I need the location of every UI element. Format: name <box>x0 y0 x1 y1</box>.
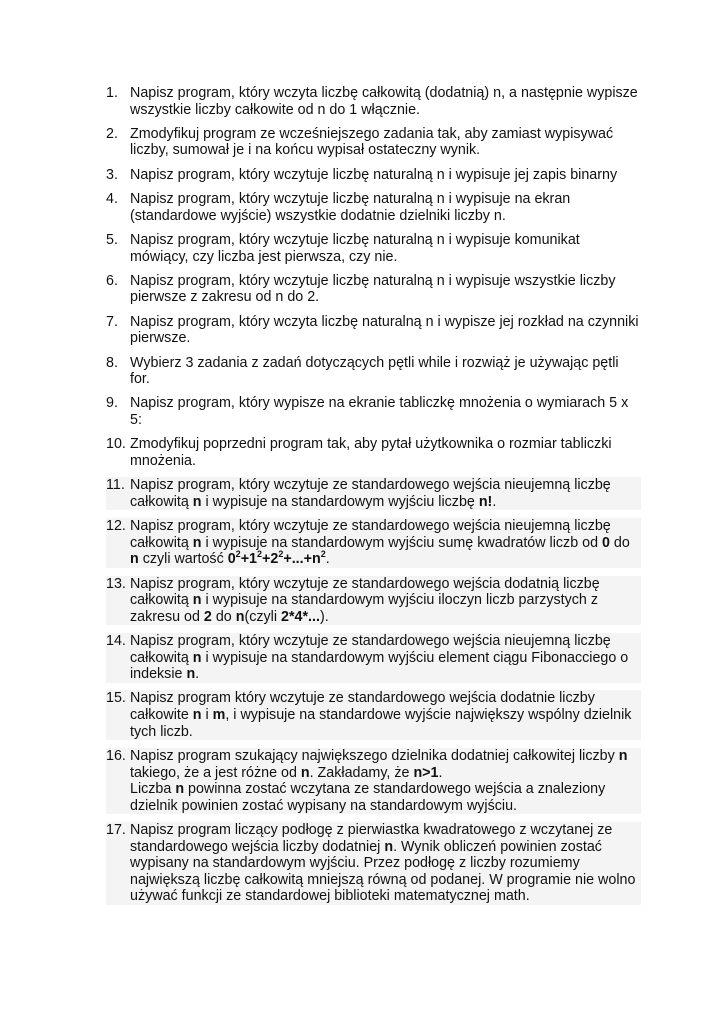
item-line <box>130 748 641 781</box>
item-text <box>130 576 641 626</box>
item-text: Napisz program, który wczytuje liczbę naturalną n i wypisuje jej zapis binarny <box>130 166 618 183</box>
text-segment: Napisz program, który wczytuje ze standardowego wejścia nieujemną liczbę całkowitą <box>130 518 611 551</box>
item-text <box>130 518 641 568</box>
bold-text: +2 <box>262 551 279 568</box>
list-item <box>106 273 641 306</box>
bold-text: n <box>192 592 202 609</box>
item-text <box>130 748 641 814</box>
list-item <box>106 748 641 814</box>
bold-text: n>1 <box>413 764 439 781</box>
text-segment: i wypisuje na standardowym wyjściu sumę kwadratów liczb od <box>201 534 602 551</box>
item-text: Napisz program, który wczytuje liczbę naturalną n i wypisuje komunikat mówiący, czy liczba jest pierwsza, czy nie. <box>130 231 580 265</box>
item-number: 14. <box>106 632 126 649</box>
text-segment: czyli wartość <box>138 551 228 568</box>
item-text: Napisz program, który wczyta liczbę całkowitą (dodatnią) n, a następnie wypisze wszystkie liczby całkowite od n do 1 włącznie. <box>130 85 638 118</box>
item-number: 17. <box>106 821 126 838</box>
text-segment: . Zakładamy, że <box>309 764 414 781</box>
bold-text: n <box>235 608 245 625</box>
text-segment: Napisz program, który wczytuje ze standardowego wejścia dodatnią liczbę całkowitą <box>130 575 600 609</box>
list-item <box>106 690 641 740</box>
list-item <box>106 633 641 683</box>
superscript: 2 <box>257 549 263 560</box>
text-segment: Napisz program liczący podłogę z pierwiastka kwadratowego z wczytanej ze standardowego wejścia liczby dodatniej <box>130 821 613 855</box>
superscript: 2 <box>320 549 326 560</box>
item-number: 11. <box>106 477 125 494</box>
item-text: Napisz program, który wczytuje liczbę naturalną n i wypisuje na ekran (standardowe wyjście) wszystkie dodatnie dzielniki liczby n. <box>130 191 571 224</box>
list-item <box>106 85 641 118</box>
list-item <box>106 314 641 347</box>
item-text: Napisz program, który wczytuje liczbę naturalną n i wypisuje wszystkie liczby pierwsze z zakresu od n do 2. <box>130 272 616 306</box>
item-number: 2. <box>106 125 118 142</box>
list-item <box>106 518 641 568</box>
text-segment: . <box>195 666 200 683</box>
text-segment: (czyli <box>244 608 281 625</box>
text-segment: powinna zostać wczytana ze standardowego wejścia a znaleziony dzielnik powinien zostać wypisany na standardowym wyjściu. <box>130 781 606 814</box>
item-number: 12. <box>106 518 126 535</box>
item-number: 7. <box>106 313 118 330</box>
bold-text: n <box>300 764 310 781</box>
list-item <box>106 477 641 510</box>
text-segment: . <box>438 764 443 781</box>
text-segment: . <box>325 551 330 568</box>
bold-text: n <box>192 534 202 551</box>
item-number: 8. <box>106 354 118 371</box>
bold-text: 2 <box>203 608 212 625</box>
item-text <box>130 690 641 740</box>
superscript: 2 <box>278 549 284 560</box>
list-item <box>106 436 641 469</box>
bold-text: n <box>186 666 196 683</box>
item-text: Zmodyfikuj program ze wcześniejszego zadania tak, aby zamiast wypisywać liczby, sumował je i na końcu wypisał ostateczny wynik. <box>130 125 614 159</box>
list-item <box>106 822 641 905</box>
item-number: 6. <box>106 272 118 289</box>
item-text: Napisz program, który wypisze na ekranie tabliczkę mnożenia o wymiarach 5 x 5: <box>130 395 629 428</box>
item-text <box>130 633 641 683</box>
bold-text: n <box>175 781 185 798</box>
item-text: Zmodyfikuj poprzedni program tak, aby pytał użytkownika o rozmiar tabliczki mnożenia. <box>130 436 612 469</box>
bold-text: n <box>192 707 202 724</box>
text-segment: do <box>609 534 630 551</box>
item-text: Wybierz 3 zadania z zadań dotyczących pętli while i rozwiąż je używając pętli for. <box>130 354 619 388</box>
bold-text: n <box>130 551 139 568</box>
item-number: 16. <box>106 747 126 764</box>
text-segment: . <box>492 493 497 510</box>
text-segment: Liczba <box>130 781 176 798</box>
text-segment: Napisz program, który wczytuje ze standardowego wejścia nieujemną liczbę całkowitą <box>130 632 611 666</box>
text-segment: i <box>201 707 213 724</box>
bold-text: 0 <box>602 534 610 551</box>
list-item <box>106 232 641 265</box>
item-number: 9. <box>106 395 118 412</box>
list-item <box>106 355 641 388</box>
bold-text: n! <box>478 493 493 510</box>
text-segment: Napisz program który wczytuje ze standardowego wejścia dodatnie liczby całkowite <box>130 690 595 724</box>
item-number: 15. <box>106 690 126 707</box>
bold-text: n <box>384 838 394 855</box>
list-item <box>106 191 641 224</box>
list-item <box>106 126 641 159</box>
text-segment: do <box>211 608 236 625</box>
list-item <box>106 395 641 428</box>
text-segment: i wypisuje na standardowym wyjściu element ciągu Fibonacciego o indeksie <box>130 649 629 683</box>
list-item <box>106 576 641 626</box>
text-segment: Napisz program, który wczytuje ze standardowego wejścia nieujemną liczbę całkowitą <box>130 477 611 510</box>
task-list <box>106 85 641 913</box>
bold-text: +...+n <box>283 551 321 568</box>
bold-text: m <box>212 707 226 724</box>
bold-text: +1 <box>240 551 257 568</box>
item-number: 3. <box>106 166 118 183</box>
bold-text: n <box>192 493 202 510</box>
text-segment: Napisz program szukający największego dzielnika dodatniej całkowitej liczby <box>130 747 619 764</box>
item-number: 4. <box>106 191 118 208</box>
item-text <box>130 822 641 905</box>
text-segment: ). <box>319 608 329 625</box>
text-segment: i wypisuje na standardowym wyjściu iloczyn liczb parzystych z zakresu od <box>130 592 598 625</box>
item-text <box>130 477 641 510</box>
item-text: Napisz program, który wczyta liczbę naturalną n i wypisze jej rozkład na czynniki pierwsze. <box>130 313 639 347</box>
text-segment: . Wynik obliczeń powinien zostać wypisany na standardowym wyjściu. Przez podłogę z liczby rozumiemy największą liczbę całkowitą mniejszą równą od podanej. W programie nie wolno używać funkcji ze standardowej biblioteki matematycznej math. <box>130 838 636 905</box>
item-line <box>130 781 641 814</box>
bold-text: n <box>192 649 202 666</box>
bold-text: 2*4*... <box>281 608 320 625</box>
bold-text: n <box>618 747 628 764</box>
text-segment: takiego, że a jest różne od <box>130 764 301 781</box>
superscript: 2 <box>235 549 241 560</box>
item-number: 13. <box>106 575 126 592</box>
item-number: 5. <box>106 231 118 248</box>
text-segment: i wypisuje na standardowym wyjściu liczbę <box>201 493 479 510</box>
list-item <box>106 167 641 184</box>
text-segment: , i wypisuje na standardowe wyjście największy wspólny dzielnik tych liczb. <box>130 707 632 740</box>
item-number: 10. <box>106 436 126 453</box>
bold-text: 0 <box>227 551 236 568</box>
item-number: 1. <box>106 85 118 101</box>
